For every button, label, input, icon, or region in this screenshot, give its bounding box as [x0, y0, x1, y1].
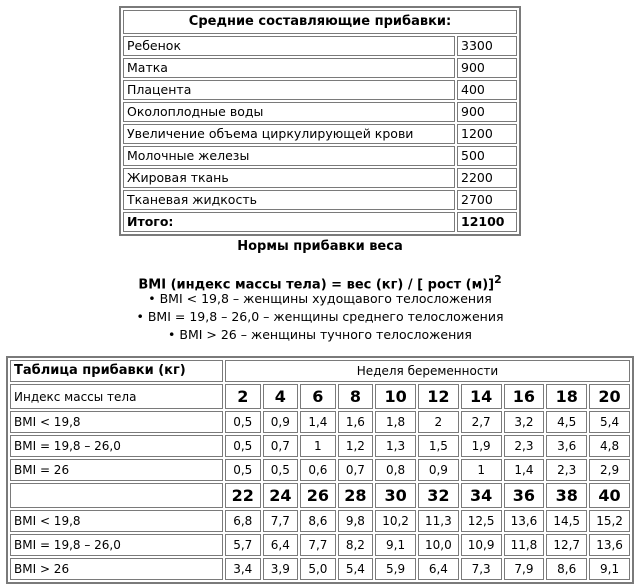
bmi-row — [10, 558, 630, 580]
week-number: 32 — [418, 483, 459, 508]
component-row — [123, 58, 517, 78]
component-name: Тканевая жидкость — [123, 190, 455, 210]
component-row — [123, 168, 517, 188]
gain-value: 12,5 — [461, 510, 502, 532]
gain-value: 0,7 — [263, 435, 299, 457]
bmi-category-line: • BMI > 26 – женщины тучного телосложения — [168, 327, 472, 342]
week-number: 14 — [461, 384, 502, 409]
bmi-row — [10, 534, 630, 556]
gain-value: 7,3 — [461, 558, 502, 580]
component-row — [123, 146, 517, 166]
gain-value: 3,2 — [504, 411, 545, 433]
gain-value: 0,5 — [225, 435, 261, 457]
total-label: Итого: — [123, 212, 455, 232]
bmi-row — [10, 459, 630, 481]
week-number-row — [10, 384, 630, 409]
component-row — [123, 102, 517, 122]
gain-value: 1 — [300, 435, 336, 457]
week-number: 20 — [589, 384, 630, 409]
bmi-formula-exponent: 2 — [494, 273, 502, 286]
gain-value: 15,2 — [589, 510, 630, 532]
week-number: 4 — [263, 384, 299, 409]
week-number: 18 — [546, 384, 587, 409]
bmi-category-line: • BMI < 19,8 – женщины худощавого телосложения — [148, 291, 492, 306]
component-value: 900 — [457, 102, 517, 122]
component-row — [123, 80, 517, 100]
component-value: 2200 — [457, 168, 517, 188]
gain-value: 0,5 — [225, 411, 261, 433]
component-name: Увеличение объема циркулирующей крови — [123, 124, 455, 144]
week-number: 38 — [546, 483, 587, 508]
component-value: 900 — [457, 58, 517, 78]
bmi-row-label: BMI = 19,8 – 26,0 — [10, 435, 223, 457]
gain-value: 2 — [418, 411, 459, 433]
gain-value: 3,6 — [546, 435, 587, 457]
gain-value: 7,7 — [263, 510, 299, 532]
norms-title: Нормы прибавки веса — [237, 239, 403, 254]
week-number: 26 — [300, 483, 336, 508]
gain-value: 1,8 — [375, 411, 416, 433]
gain-value: 0,5 — [263, 459, 299, 481]
week-number: 16 — [504, 384, 545, 409]
bmi-row — [10, 435, 630, 457]
component-value: 1200 — [457, 124, 517, 144]
components-total-row — [123, 212, 517, 232]
bmi-row-label: BMI < 19,8 — [10, 411, 223, 433]
gain-value: 1,4 — [504, 459, 545, 481]
gain-value: 8,6 — [300, 510, 336, 532]
week-number: 2 — [225, 384, 261, 409]
week-number: 10 — [375, 384, 416, 409]
week-number: 12 — [418, 384, 459, 409]
component-value: 400 — [457, 80, 517, 100]
week-number: 28 — [338, 483, 374, 508]
gain-value: 6,4 — [263, 534, 299, 556]
component-name: Жировая ткань — [123, 168, 455, 188]
gain-value: 0,6 — [300, 459, 336, 481]
gain-value: 1,6 — [338, 411, 374, 433]
gain-value: 4,5 — [546, 411, 587, 433]
component-name: Молочные железы — [123, 146, 455, 166]
bmi-row-label: BMI = 19,8 – 26,0 — [10, 534, 223, 556]
gain-value: 1,3 — [375, 435, 416, 457]
gain-value: 7,9 — [504, 558, 545, 580]
bmi-category-line: • BMI = 19,8 – 26,0 – женщины среднего телосложения — [136, 309, 504, 324]
gain-value: 5,7 — [225, 534, 261, 556]
gain-value: 2,3 — [546, 459, 587, 481]
gain-value: 2,9 — [589, 459, 630, 481]
gain-value: 5,0 — [300, 558, 336, 580]
total-value: 12100 — [457, 212, 517, 232]
gain-value: 6,4 — [418, 558, 459, 580]
gain-value: 10,0 — [418, 534, 459, 556]
component-value: 2700 — [457, 190, 517, 210]
gain-value: 5,9 — [375, 558, 416, 580]
week-number-row — [10, 483, 630, 508]
gain-value: 2,7 — [461, 411, 502, 433]
gain-value: 1 — [461, 459, 502, 481]
gain-value: 0,9 — [263, 411, 299, 433]
gain-value: 3,9 — [263, 558, 299, 580]
gain-value: 0,9 — [418, 459, 459, 481]
gain-value: 11,8 — [504, 534, 545, 556]
gain-value: 9,1 — [589, 558, 630, 580]
gain-value: 7,7 — [300, 534, 336, 556]
gain-value: 11,3 — [418, 510, 459, 532]
gain-value: 0,7 — [338, 459, 374, 481]
bmi-row-label: BMI > 26 — [10, 558, 223, 580]
bmi-row — [10, 510, 630, 532]
gain-value: 10,2 — [375, 510, 416, 532]
gain-table-title: Таблица прибавки (кг) — [10, 360, 223, 382]
gain-value: 1,2 — [338, 435, 374, 457]
index-label-cell — [10, 483, 223, 508]
gain-value: 3,4 — [225, 558, 261, 580]
gain-value: 13,6 — [504, 510, 545, 532]
gain-value: 5,4 — [589, 411, 630, 433]
gain-value: 0,5 — [225, 459, 261, 481]
gain-value: 2,3 — [504, 435, 545, 457]
week-number: 40 — [589, 483, 630, 508]
week-number: 30 — [375, 483, 416, 508]
component-name: Матка — [123, 58, 455, 78]
gain-value: 0,8 — [375, 459, 416, 481]
component-value: 500 — [457, 146, 517, 166]
component-row — [123, 36, 517, 56]
component-name: Ребенок — [123, 36, 455, 56]
bmi-row — [10, 411, 630, 433]
component-row — [123, 190, 517, 210]
gain-value: 10,9 — [461, 534, 502, 556]
components-table — [119, 6, 521, 236]
gain-header-row — [10, 360, 630, 382]
bmi-categories — [0, 290, 640, 344]
week-header: Неделя беременности — [225, 360, 630, 382]
gain-value: 6,8 — [225, 510, 261, 532]
index-label-cell: Индекс массы тела — [10, 384, 223, 409]
week-number: 24 — [263, 483, 299, 508]
gain-value: 9,8 — [338, 510, 374, 532]
week-number: 22 — [225, 483, 261, 508]
gain-value: 8,2 — [338, 534, 374, 556]
week-number: 8 — [338, 384, 374, 409]
component-row — [123, 124, 517, 144]
gain-value: 12,7 — [546, 534, 587, 556]
bmi-formula-text: BMI (индекс массы тела) = вес (кг) / [ рост (м)] — [138, 277, 495, 293]
weight-gain-table — [6, 356, 634, 584]
week-number: 6 — [300, 384, 336, 409]
weight-gain-norms — [0, 238, 640, 344]
component-name: Околоплодные воды — [123, 102, 455, 122]
gain-value: 14,5 — [546, 510, 587, 532]
component-value: 3300 — [457, 36, 517, 56]
gain-value: 5,4 — [338, 558, 374, 580]
bmi-row-label: BMI = 26 — [10, 459, 223, 481]
components-header-row — [123, 10, 517, 34]
gain-value: 8,6 — [546, 558, 587, 580]
gain-value: 9,1 — [375, 534, 416, 556]
gain-value: 1,5 — [418, 435, 459, 457]
component-name: Плацента — [123, 80, 455, 100]
week-number: 34 — [461, 483, 502, 508]
gain-value: 13,6 — [589, 534, 630, 556]
gain-value: 1,4 — [300, 411, 336, 433]
bmi-row-label: BMI < 19,8 — [10, 510, 223, 532]
gain-value: 4,8 — [589, 435, 630, 457]
components-title: Средние составляющие прибавки: — [123, 10, 517, 34]
bmi-formula — [0, 270, 640, 293]
gain-value: 1,9 — [461, 435, 502, 457]
week-number: 36 — [504, 483, 545, 508]
